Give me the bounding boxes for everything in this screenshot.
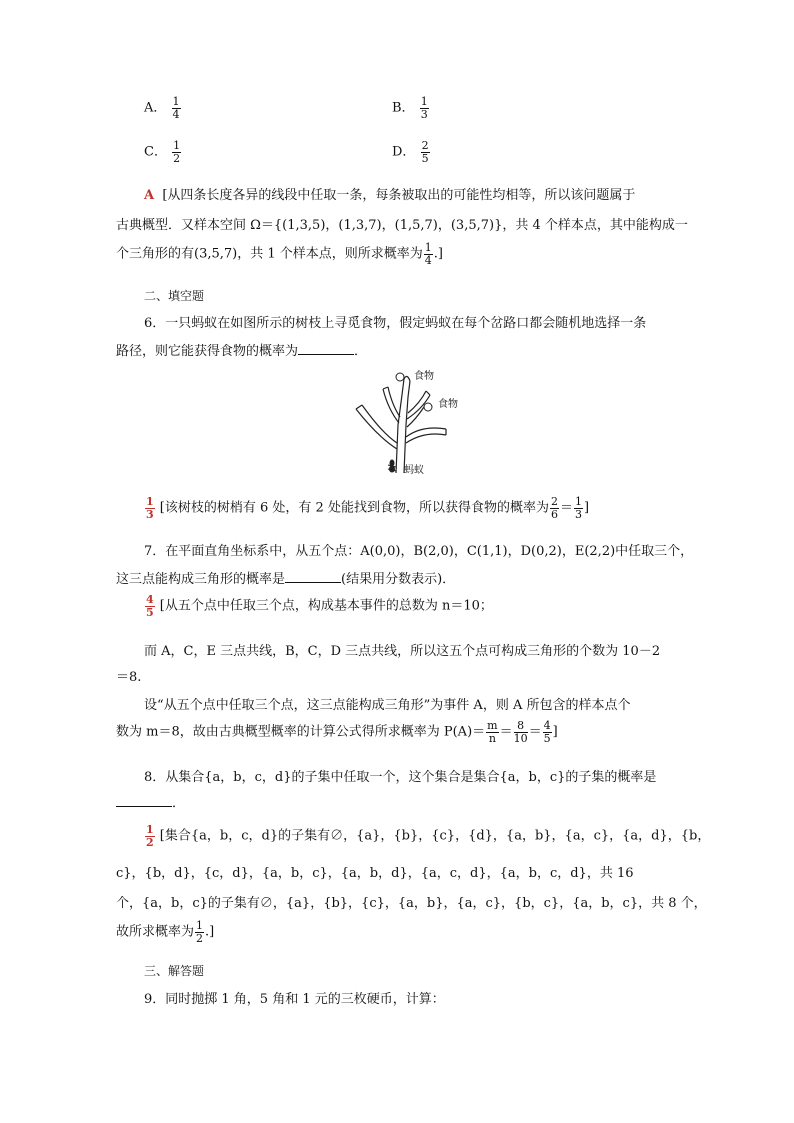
option-a [144, 96, 182, 120]
option-fraction: $\frac{2}{5}$ [421, 139, 429, 165]
q7-line2: 这三点能构成三角形的概率是 (结果用分数表示)． [116, 572, 456, 587]
answer-label: A [144, 188, 155, 203]
fraction: $\frac{4}{5}$ [543, 719, 551, 745]
option-c [144, 140, 182, 164]
q8-answer: $\frac{1}{2}$ [集合{a，b，c，d}的子集有∅，{a}，{b}，{c}，{d}，{a，b}，{a，c}，{a，d}，{b， [146, 823, 711, 849]
option-d [392, 140, 431, 164]
fraction: $\frac{1}{4}$ [424, 241, 432, 267]
fraction: $\frac{2}{6}$ [550, 495, 558, 521]
q6-line2: 路径，则它能获得食物的概率为 ． [116, 344, 368, 359]
tree-figure [350, 365, 480, 477]
answer-fraction: $\frac{1}{3}$ [146, 495, 154, 521]
q8-line2: ． [116, 792, 185, 811]
fraction: $\frac{8}{10}$ [513, 719, 528, 745]
option-letter: A． [144, 100, 167, 116]
q7-explanation-line2: 而 A，C，E 三点共线，B，C，D 三点共线，所以这五个点可构成三角形的个数为 10－2 [144, 644, 661, 659]
answer-fraction: $\frac{1}{2}$ [146, 823, 154, 849]
q7-answer: $\frac{4}{5}$ [从五个点中任取三个点，构成基本事件的总数为 n＝10； [146, 593, 493, 619]
food-label-1: 食物 [414, 371, 434, 382]
q7-line1: 7．在平面直角坐标系中，从五个点：A(0,0)，B(2,0)，C(1,1)，D(0,2)，E(2,2)中任取三个， [144, 544, 694, 559]
option-letter: D． [392, 144, 416, 160]
q5-explanation-line3: 个三角形的有(3,5,7)，共 1 个样本点，则所求概率为 $\frac{1}{4}$ .] [116, 241, 443, 267]
q8-explanation-line3: 个，{a，b，c}的子集有∅，{a}，{b}，{c}，{a，b}，{a，c}，{b，c}，{a，b，c}，共 8 个， [116, 896, 707, 911]
ant-label: 蚂蚁 [404, 465, 424, 476]
q7-explanation-line3: ＝8. [116, 670, 142, 685]
q6-line1: 6．一只蚂蚁在如图所示的树枝上寻觅食物，假定蚂蚁在每个岔路口都会随机地选择一条 [144, 316, 647, 331]
q8-line1: 8．从集合{a，b，c，d}的子集中任取一个，这个集合是集合{a，b，c}的子集的概率是 [144, 770, 657, 785]
q6-answer: $\frac{1}{3}$ [该树枝的树梢有 6 处，有 2 处能找到食物，所以获得食物的概率为 $\frac{2}{6}$ ＝ $\frac{1}{3}$ ] [146, 495, 590, 521]
q8-explanation-line4: 故所求概率为 $\frac{1}{2}$ .] [116, 919, 215, 945]
food-label-2: 食物 [438, 399, 458, 410]
section-heading: 二、填空题 [144, 289, 205, 303]
answer-blank [116, 794, 172, 807]
section-heading: 三、解答题 [144, 964, 205, 978]
option-fraction: $\frac{1}{4}$ [172, 95, 180, 121]
option-fraction: $\frac{1}{3}$ [420, 95, 428, 121]
fraction: $\frac{1}{2}$ [196, 919, 204, 945]
fraction: $\frac{1}{3}$ [574, 495, 582, 521]
q7-explanation-line5: 数为 m＝8，故由古典概型概率的计算公式得所求概率为 P(A)＝ $\frac{m}{n}$ ＝ $\frac{8}{10}$ ＝ $\frac{4}{5}$ ] [116, 719, 558, 745]
option-fraction: $\frac{1}{2}$ [173, 139, 181, 165]
answer-blank [285, 570, 341, 583]
option-letter: C． [144, 144, 167, 160]
option-b [392, 96, 430, 120]
q9-line1: 9．同时抛掷 1 角，5 角和 1 元的三枚硬币，计算： [144, 992, 445, 1007]
answer-blank [298, 342, 354, 355]
answer-fraction: $\frac{4}{5}$ [146, 593, 154, 619]
ant-icon [388, 460, 396, 472]
fraction: $\frac{m}{n}$ [487, 719, 498, 745]
q8-explanation-line2: c}，{b，d}，{c，d}，{a，b，c}，{a，b，d}，{a，c，d}，{a，b，c，d}，共 16 [116, 866, 634, 881]
q5-explanation-line2: 古典概型．又样本空间 Ω＝{(1,3,5)，(1,3,7)，(1,5,7)，(3,5,7)}，共 4 个样本点，其中能构成一 [116, 218, 688, 233]
option-letter: B． [392, 100, 415, 116]
q7-explanation-line4: 设“从五个点中任取三个点，这三点能构成三角形”为事件 A，则 A 所包含的样本点个 [144, 698, 631, 713]
q5-explanation-line1: A [从四条长度各异的线段中任取一条，每条被取出的可能性均相等，所以该问题属于 [144, 188, 636, 203]
